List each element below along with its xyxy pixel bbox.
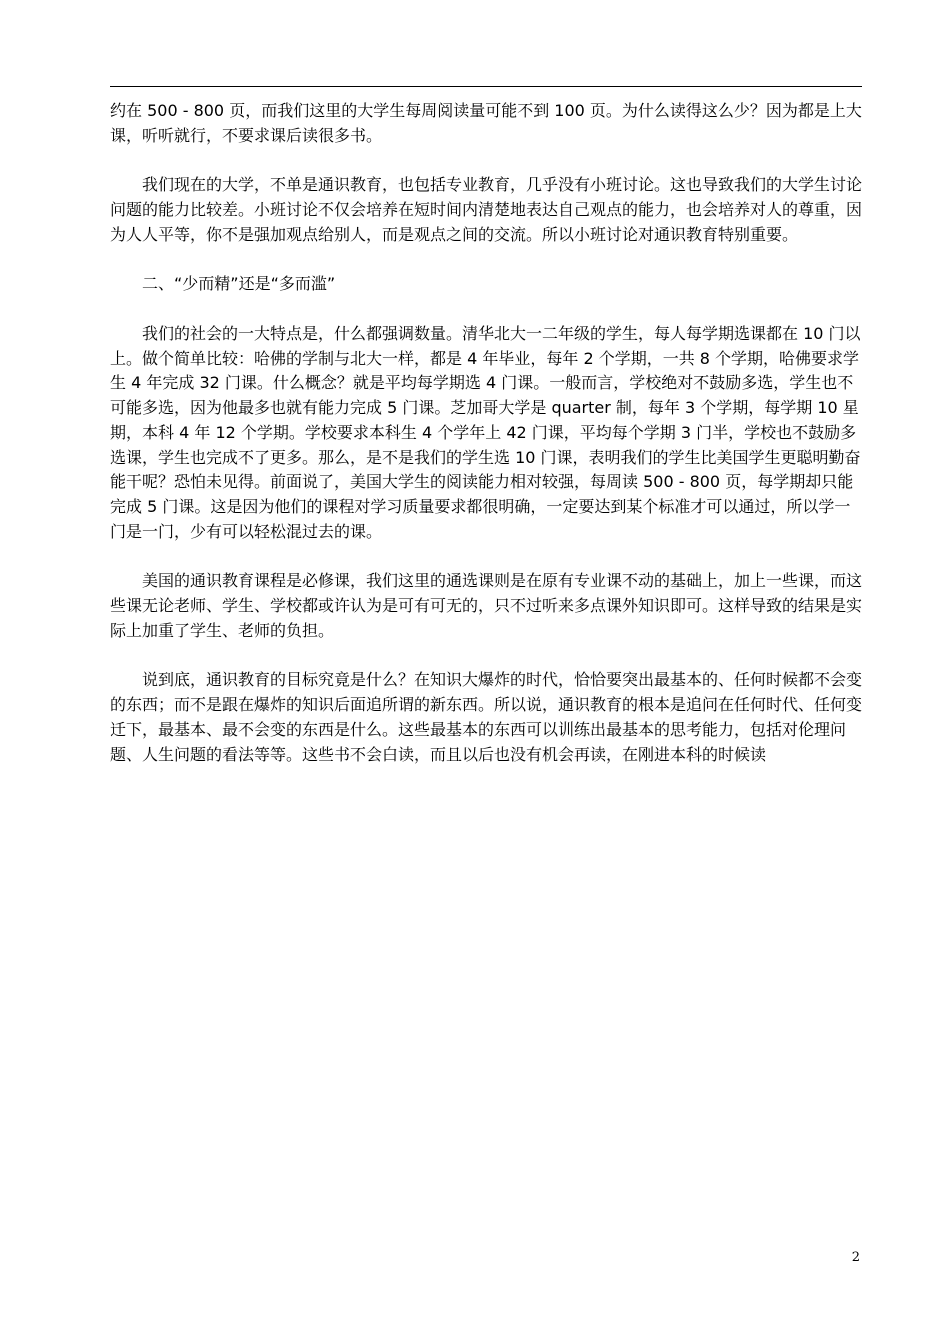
- body-text: [110, 99, 862, 767]
- paragraph-2: 我们现在的大学，不单是通识教育，也包括专业教育，几乎没有小班讨论。这也导致我们的大学生讨论问题的能力比较差。小班讨论不仅会培养在短时间内清楚地表达自己观点的能力，也会培养对人的尊重，因为人人平等，你不是强加观点给别人，而是观点之间的交流。所以小班讨论对通识教育特别重要。: [110, 175, 863, 244]
- paragraph-1: 约在 500 - 800 页，而我们这里的大学生每周阅读量可能不到 100 页。为什么读得这么少？因为都是上大课，听听就行，不要求课后读很多书。: [110, 101, 862, 145]
- paragraph-4: 美国的通识教育课程是必修课，我们这里的通选课则是在原有专业课不动的基础上，加上一些课，而这些课无论老师、学生、学校都或许认为是可有可无的，只不过听来多点课外知识即可。这样导致的结果是实际上加重了学生、老师的负担。: [110, 571, 863, 640]
- header-rule: [110, 86, 862, 87]
- section-heading: 二、“少而精”还是“多而滥”: [142, 274, 336, 294]
- paragraph-5: 说到底，通识教育的目标究竟是什么？在知识大爆炸的时代，恰恰要突出最基本的、任何时候都不会变的东西；而不是跟在爆炸的知识后面追所谓的新东西。所以说，通识教育的根本是追问在任何时代、任何变迁下，最基本、最不会变的东西是什么。这些最基本的东西可以训练出最基本的思考能力，包括对伦理问题、人生问题的看法等等。这些书不会白读，而且以后也没有机会再读，在刚进本科的时候读: [110, 670, 863, 764]
- page-number: 2: [851, 1250, 860, 1265]
- paragraph-3: 我们的社会的一大特点是，什么都强调数量。清华北大一二年级的学生，每人每学期选课都在 10 门以上。做个简单比较：哈佛的学制与北大一样，都是 4 年毕业，每年 2 个学期，一共 8 个学期，哈佛要求学生 4 年完成 32 门课。什么概念？就是平均每学期选 4 门课。一般而言，学校绝对不鼓励多选，学生也不可能多选，因为他最多也就有能力完成 5 门课。芝加哥大学是 quarter 制，每年 3 个学期，每学期 10 星期，本科 4 年 12 个学期。学校要求本科生 4 个学年上 42 门课，平均每个学期 3 门半，学校也不鼓励多选课，学生也完成不了更多。那么，是不是我们的学生选 10 门课，表明我们的学生比美国学生更聪明勤奋能干呢？恐怕未见得。前面说了，美国大学生的阅读能力相对较强，每周读 500 - 800 页，每学期却只能完成 5 门课。这是因为他们的课程对学习质量要求都很明确，一定要达到某个标准才可以通过，所以学一门是一门，少有可以轻松混过去的课。: [110, 323, 861, 541]
